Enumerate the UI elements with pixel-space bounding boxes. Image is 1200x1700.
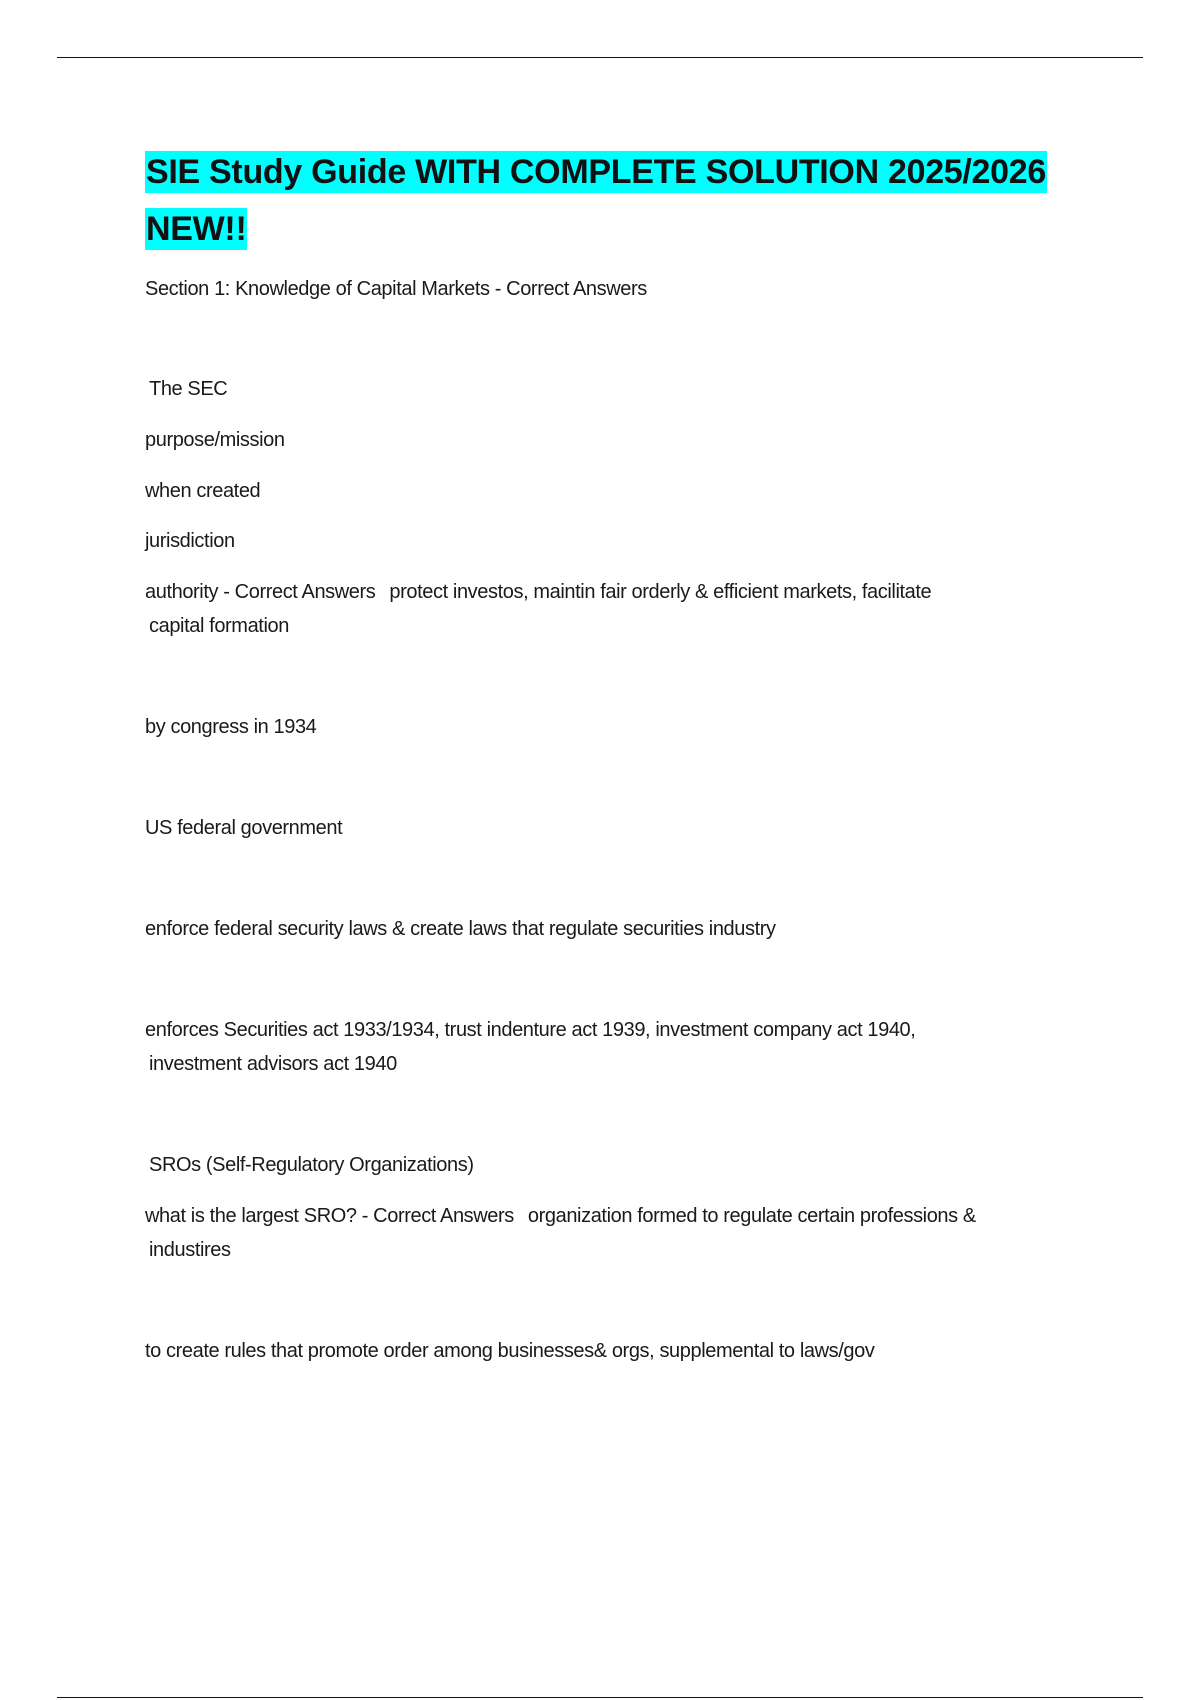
question-line: The SEC bbox=[149, 378, 228, 400]
answer-line: enforce federal security laws & create laws that regulate securities industry bbox=[145, 918, 776, 940]
answer-text: protect investos, maintin fair orderly & efficient markets, facilitate bbox=[389, 581, 932, 603]
answer-line: by congress in 1934 bbox=[145, 716, 317, 738]
top-rule bbox=[57, 57, 1143, 58]
question-prefix: authority - Correct Answers bbox=[145, 581, 376, 603]
answer-line: US federal government bbox=[145, 817, 343, 839]
question-prefix: what is the largest SRO? - Correct Answers bbox=[145, 1205, 514, 1227]
question-answer-line bbox=[145, 1199, 976, 1233]
section-heading: Section 1: Knowledge of Capital Markets - Correct Answers bbox=[145, 278, 647, 300]
question-line: SROs (Self-Regulatory Organizations) bbox=[149, 1154, 474, 1176]
answer-line: enforces Securities act 1933/1934, trust indenture act 1939, investment company act 1940, bbox=[145, 1019, 916, 1041]
answer-continuation: investment advisors act 1940 bbox=[149, 1053, 397, 1075]
document-title bbox=[145, 144, 1085, 258]
bottom-rule bbox=[57, 1697, 1143, 1698]
title-highlight: SIE Study Guide WITH COMPLETE SOLUTION 2025/2026 NEW!! bbox=[146, 153, 1046, 248]
answer-line: to create rules that promote order among businesses& orgs, supplemental to laws/gov bbox=[145, 1340, 875, 1362]
question-answer-line bbox=[145, 575, 931, 609]
answer-continuation: capital formation bbox=[149, 615, 289, 637]
answer-continuation: industires bbox=[149, 1239, 231, 1261]
answer-text: organization formed to regulate certain professions & bbox=[527, 1205, 976, 1227]
question-line: purpose/mission bbox=[145, 429, 285, 451]
question-line: when created bbox=[145, 480, 261, 502]
question-line: jurisdiction bbox=[145, 530, 235, 552]
